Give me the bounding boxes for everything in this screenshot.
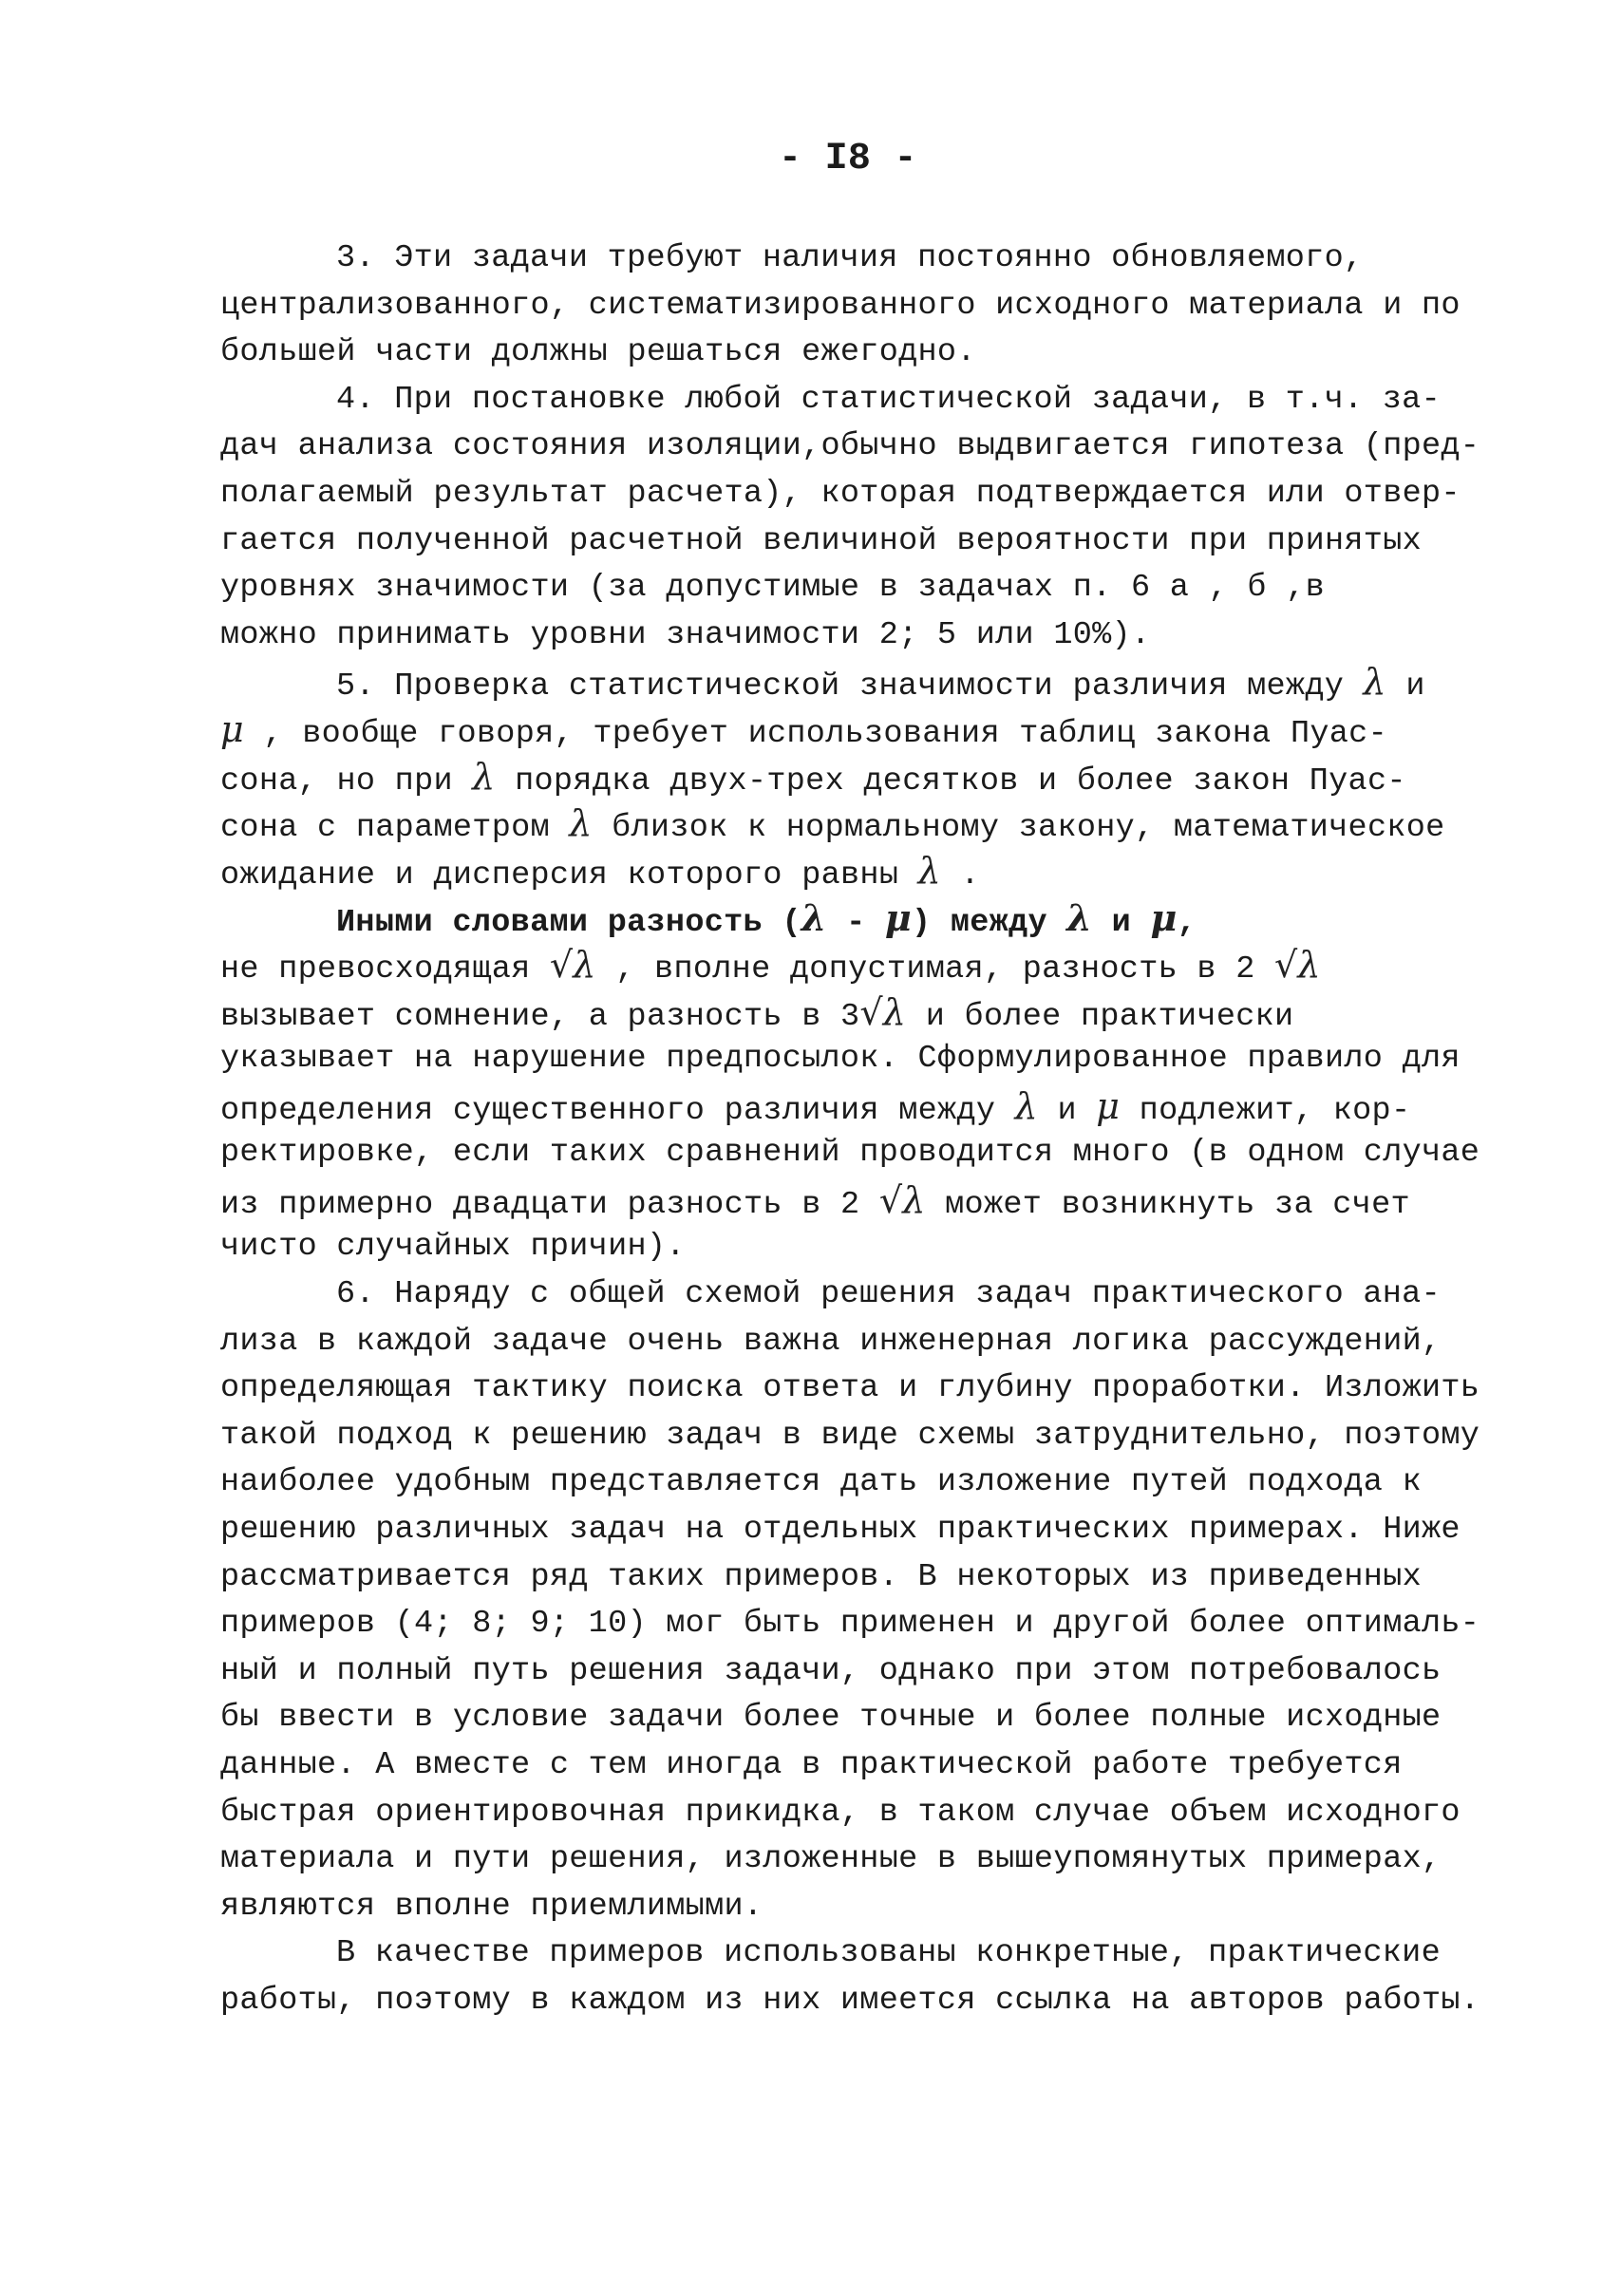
text-line: В качестве примеров использованы конкретные, практические [336, 1935, 1441, 1972]
text-line: 5. Проверка статистической значимости различия между λ и [336, 661, 1425, 706]
text-line: сона, но при λ порядка двух-трех десятков и более закон Пуас- [220, 755, 1406, 800]
text-line: μ , вообще говоря, требует использования таблиц закона Пуас- [220, 707, 1387, 752]
text-line: определяющая тактику поиска ответа и глубину проработки. Изложить [220, 1370, 1480, 1407]
text-line: чисто случайных причин). [220, 1229, 686, 1266]
text-line: полагаемый результат расчета), которая подтверждается или отвер- [220, 475, 1461, 512]
text-line: 4. При постановке любой статистической задачи, в т.ч. за- [336, 381, 1441, 418]
text-line: 3. Эти задачи требуют наличия постоянно обновляемого, [336, 240, 1364, 276]
text-line: можно принимать уровни значимости 2; 5 или 10%). [220, 616, 1151, 653]
text-line: не превосходящая √λ , вполне допустимая, разность в 2 √λ [220, 943, 1321, 988]
text-line: решению различных задач на отдельных практических примерах. Ниже [220, 1512, 1461, 1549]
text-line: ректировке, если таких сравнений проводится много (в одном случае [220, 1135, 1480, 1172]
text-line: такой подход к решению задач в виде схемы затруднительно, поэтому [220, 1417, 1480, 1454]
text-line: бы ввести в условие задачи более точные и более полные исходные [220, 1700, 1442, 1737]
text-line: Иными словами разность (λ - μ) между λ и μ, [336, 896, 1197, 942]
text-line: быстрая ориентировочная прикидка, в таком случае объем исходного [220, 1794, 1461, 1831]
text-line: наиболее удобным представляется дать изложение путей подхода к [220, 1464, 1423, 1501]
text-line: материала и пути решения, изложенные в вышеупомянутых примерах, [220, 1841, 1442, 1878]
text-line: определения существенного различия между λ и μ подлежит, кор- [220, 1084, 1411, 1129]
text-line: примеров (4; 8; 9; 10) мог быть применен и другой более оптималь- [220, 1606, 1480, 1643]
text-line: сона с параметром λ близок к нормальному закону, математическое [220, 802, 1445, 847]
text-line: указывает на нарушение предпосылок. Сформулированное правило для [220, 1041, 1461, 1078]
text-line: ожидание и дисперсия которого равны λ . [220, 849, 980, 894]
text-line: являются вполне приемлимыми. [220, 1888, 763, 1925]
text-line: данные. А вместе с тем иногда в практической работе требуется [220, 1747, 1403, 1783]
text-line: работы, поэтому в каждом из них имеется ссылка на авторов работы. [220, 1982, 1480, 2019]
text-line: дач анализа состояния изоляции,обычно выдвигается гипотеза (пред- [220, 428, 1480, 465]
text-line: рассматривается ряд таких примеров. В некоторых из приведенных [220, 1558, 1423, 1595]
text-line: ный и полный путь решения задачи, однако при этом потребовалось [220, 1652, 1442, 1689]
text-line: гается полученной расчетной величиной вероятности при принятых [220, 522, 1423, 559]
text-line: лиза в каждой задаче очень важна инженерная логика рассуждений, [220, 1323, 1442, 1360]
text-line: 6. Наряду с общей схемой решения задач практического ана- [336, 1276, 1441, 1313]
text-line: из примерно двадцати разность в 2 √λ может возникнуть за счет [220, 1178, 1410, 1223]
text-line: уровнях значимости (за допустимые в задачах п. 6 а , б ,в [220, 570, 1325, 607]
text-line: централизованного, систематизированного исходного материала и по [220, 287, 1461, 324]
page-number: - I8 - [779, 138, 917, 180]
text-line: большей части должны решаться ежегодно. [220, 334, 976, 371]
body-text [220, 235, 1493, 2025]
text-line: вызывает сомнение, а разность в 3√λ и более практически [220, 990, 1294, 1035]
